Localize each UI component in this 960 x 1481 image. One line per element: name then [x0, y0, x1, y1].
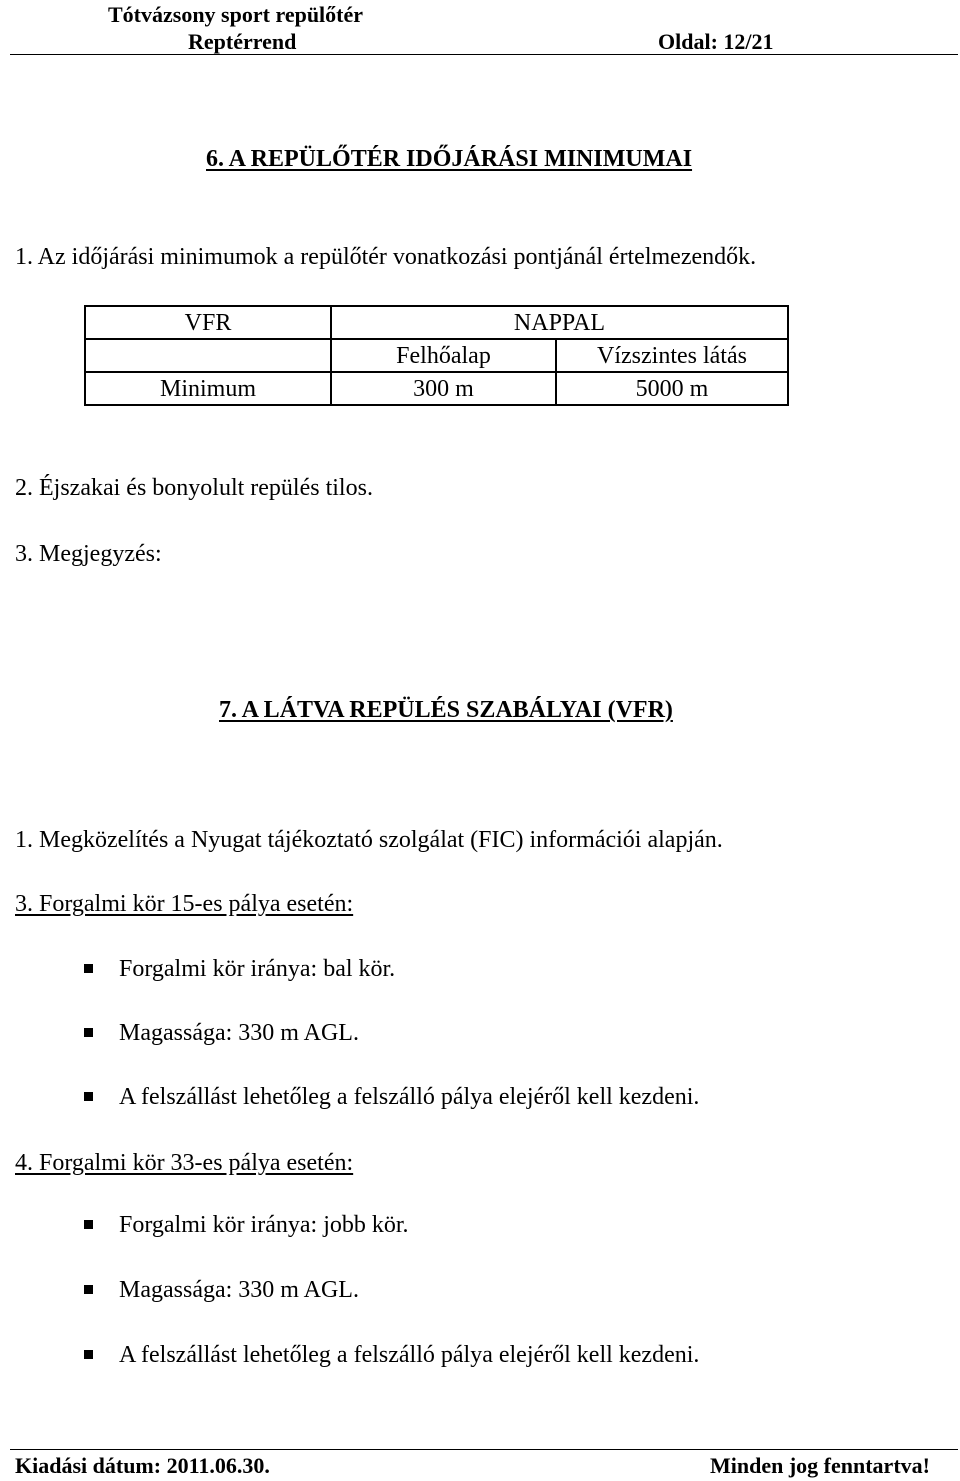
bullet-icon [84, 964, 93, 973]
circuit-33-item-1: Forgalmi kör iránya: jobb kör. [119, 1212, 409, 1238]
header-page-number: Oldal: 12/21 [658, 29, 774, 54]
section-6-heading: 6. A REPÜLŐTÉR IDŐJÁRÁSI MINIMUMAI [206, 146, 693, 172]
table-cell-cloud-value: 300 m [331, 372, 556, 405]
table-header-cloud: Felhőalap [331, 339, 556, 372]
bullet-icon [84, 1350, 93, 1359]
circuit-15-item-3: A felszállást lehetőleg a felszálló pálya elejéről kell kezdeni. [119, 1084, 700, 1110]
section-6-paragraph-3: 3. Megjegyzés: [15, 541, 162, 567]
table-header-visibility: Vízszintes látás [556, 339, 788, 372]
header-doc-title: Reptérrend [188, 29, 297, 54]
weather-minima-table [84, 305, 789, 406]
footer-divider [10, 1449, 958, 1450]
circuit-33-item-2: Magassága: 330 m AGL. [119, 1277, 359, 1303]
circuit-33-item-3: A felszállást lehetőleg a felszálló pálya elejéről kell kezdeni. [119, 1342, 700, 1368]
circuit-15-item-2: Magassága: 330 m AGL. [119, 1020, 359, 1046]
section-7-heading: 7. A LÁTVA REPÜLÉS SZABÁLYAI (VFR) [219, 697, 673, 723]
footer-rights: Minden jog fenntartva! [710, 1453, 930, 1478]
circuit-15-title: 3. Forgalmi kör 15-es pálya esetén: [15, 891, 354, 917]
table-cell-vfr: VFR [85, 306, 331, 339]
circuit-15-item-1: Forgalmi kör iránya: bal kör. [119, 956, 396, 982]
bullet-icon [84, 1285, 93, 1294]
table-row-label: Minimum [85, 372, 331, 405]
section-7-paragraph-1: 1. Megközelítés a Nyugat tájékoztató szolgálat (FIC) információi alapján. [15, 827, 723, 853]
table-cell-visibility-value: 5000 m [556, 372, 788, 405]
header-divider [10, 54, 958, 55]
header-org: Tótvázsony sport repülőtér [108, 2, 364, 27]
table-cell-empty [85, 339, 331, 372]
section-6-paragraph-2: 2. Éjszakai és bonyolult repülés tilos. [15, 475, 373, 501]
bullet-icon [84, 1028, 93, 1037]
section-6-paragraph-1: 1. Az időjárási minimumok a repülőtér vonatkozási pontjánál értelmezendők. [15, 244, 757, 270]
circuit-33-title: 4. Forgalmi kör 33-es pálya esetén: [15, 1150, 354, 1176]
table-cell-nappal: NAPPAL [331, 306, 788, 339]
bullet-icon [84, 1220, 93, 1229]
footer-date: Kiadási dátum: 2011.06.30. [15, 1453, 270, 1478]
bullet-icon [84, 1092, 93, 1101]
